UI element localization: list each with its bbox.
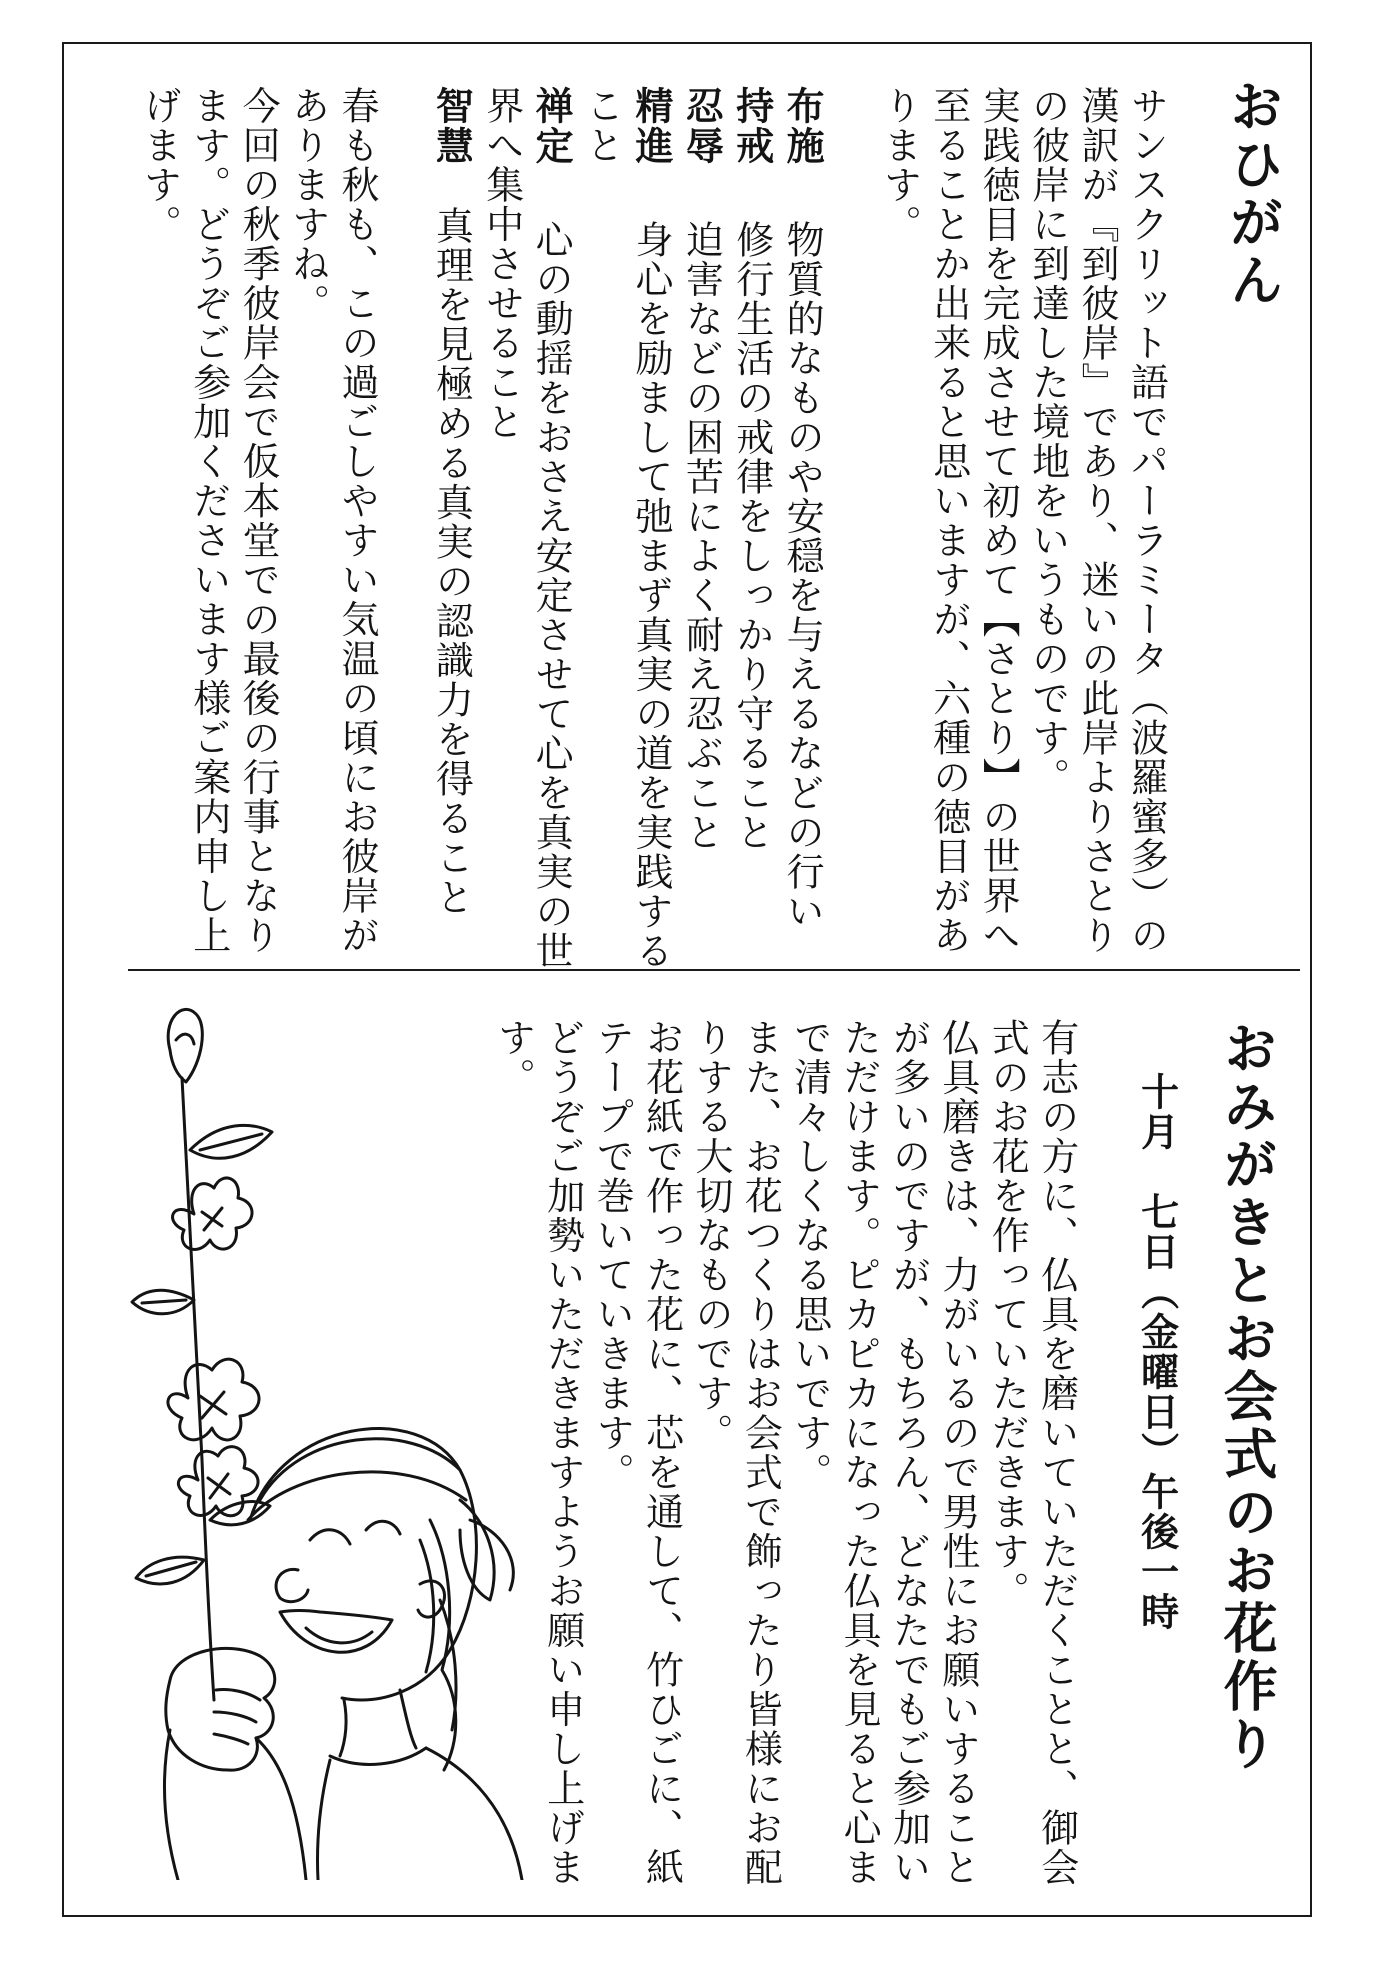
paramita-item — [426, 86, 476, 971]
paramita-desc: 心の動揺をおさえ安定させて心を真実の世 — [529, 220, 574, 971]
paramita-term: 布施 — [780, 86, 826, 166]
intro-line: ります。 — [877, 86, 922, 244]
body-line: どうぞご加勢いただきますようお願い申し上げま — [540, 1018, 585, 1887]
closing-line: げます。 — [137, 86, 182, 244]
paramita-term: 智慧 — [429, 86, 475, 166]
paramita-item — [526, 86, 576, 971]
shirt-collar — [330, 1748, 426, 1764]
paramita-cont: 界へ集中させること — [479, 86, 524, 442]
body-line: で清々しくなる思いです。 — [787, 1018, 832, 1492]
flower-icon — [173, 1178, 252, 1250]
paramita-term: 持戒 — [729, 86, 775, 166]
illustration-person-with-flowers — [130, 1000, 570, 1880]
intro-line: 至ることか出来ると思いますが、六種の徳目があ — [926, 86, 971, 955]
paramita-list — [426, 86, 827, 971]
paramita-cont: こと — [579, 86, 624, 165]
flower-icon — [178, 1447, 258, 1516]
closing-line: 今回の秋季彼岸会で仮本堂での最後の行事となり — [236, 86, 281, 955]
nose-icon — [276, 1569, 308, 1601]
body-line: また、お花つくりはお会式で飾ったり皆様にお配 — [738, 1018, 783, 1887]
paramita-item — [777, 86, 827, 971]
body-line: 式のお花を作っていただきます。 — [985, 1018, 1030, 1611]
eye-icon — [310, 1530, 350, 1544]
body-line: お花紙で作った花に、芯を通して、竹ひごに、紙 — [639, 1018, 684, 1887]
body-line: す。 — [491, 1018, 536, 1097]
body-line: ただけます。ピカピカになった仏具を見ると心ま — [837, 1018, 882, 1887]
body-line: りする大切なものです。 — [688, 1018, 733, 1453]
paramita-desc: 迫害などの困苦によく耐え忍ぶこと — [679, 220, 724, 852]
mouth-icon — [280, 1611, 392, 1653]
closing-line: 春も秋も、この過ごしやすい気温の頃にお彼岸が — [334, 86, 379, 955]
bud-icon — [168, 1009, 202, 1082]
intro-line: 漢訳が『到彼岸』であり、迷いの此岸よりさとり — [1074, 86, 1119, 955]
hand-icon — [166, 1648, 275, 1770]
paramita-item — [726, 86, 776, 971]
shoulder — [426, 1748, 522, 1880]
paramita-desc: 身心を励まして弛まず真実の道を実践する — [628, 220, 673, 971]
paramita-term: 禅定 — [529, 86, 575, 166]
body-line: 仏具磨きは、力がいるので男性にお願いすること — [935, 1018, 980, 1887]
body-line: テープで巻いていきます。 — [590, 1018, 635, 1492]
paramita-term: 忍辱 — [679, 86, 725, 166]
closing-line: ます。どうぞご参加くださいます様ご案内申し上 — [186, 86, 231, 955]
body-line: が多いのですが、もちろん、どなたでもご参加い — [886, 1018, 931, 1887]
paramita-desc: 修行生活の戒律をしっかり守ること — [729, 220, 774, 852]
ohigan-intro — [874, 86, 1170, 955]
omigaki-body — [488, 1018, 1081, 1887]
paramita-desc: 真理を見極める真実の認識力を得ること — [429, 206, 474, 917]
paramita-term: 精進 — [628, 86, 674, 166]
ohigan-title: おひがん — [1221, 78, 1286, 310]
paramita-item — [626, 86, 676, 971]
intro-line: サンスクリット語でパーラミータ（波羅蜜多）の — [1124, 86, 1169, 955]
paramita-desc: 物質的なものや安穏を与えるなどの行い — [780, 220, 825, 931]
body-line: 有志の方に、仏具を磨いていただくことと、御会 — [1034, 1018, 1079, 1887]
eye-icon — [366, 1521, 400, 1534]
intro-line: の彼岸に到達した境地をいうものです。 — [1025, 86, 1070, 797]
ohigan-closing — [134, 86, 381, 955]
event-datetime: 十月 七日（金曜日）午後一時 — [1134, 1072, 1180, 1632]
intro-line: 実践徳目を完成させて初めて【さとり】の世界へ — [976, 86, 1021, 955]
flower-icon — [168, 1359, 259, 1440]
paramita-item — [676, 86, 726, 971]
omigaki-title: おみがきとお会式のお花作り — [1215, 1020, 1280, 1774]
closing-line: ありますね。 — [285, 86, 330, 323]
